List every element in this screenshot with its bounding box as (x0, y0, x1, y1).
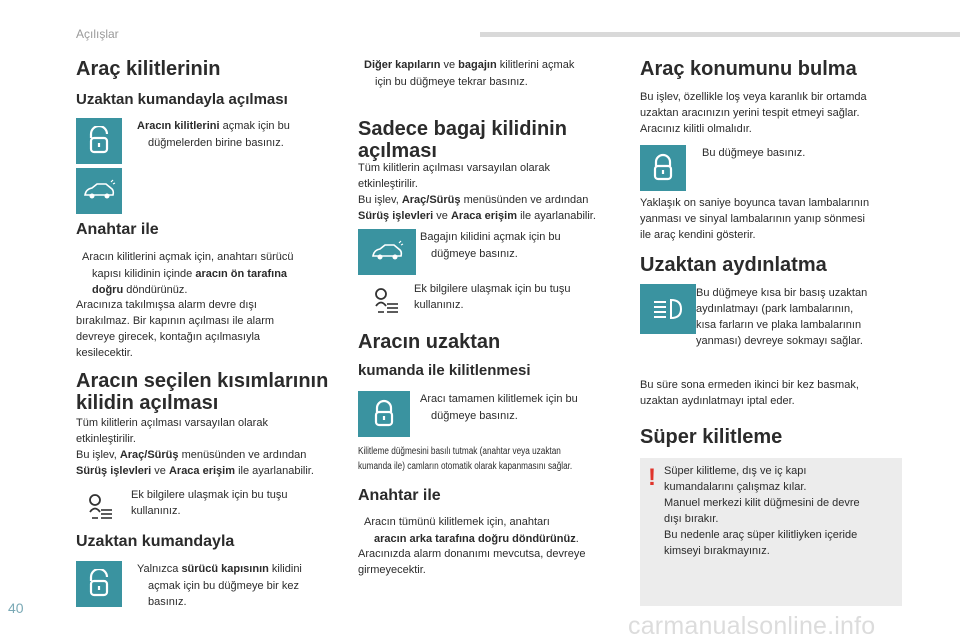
paragraph-key-lock-alarm: Aracınızda alarm donanımı mevcutsa, devreye girmeyecektir. (358, 548, 586, 576)
paragraph-locate-result: Yaklaşık on saniye boyunca tavan lambalarının yanması ve sinyal lambalarının yanıp sönmesi ile araç kendini gösterir. (640, 197, 870, 241)
warning-icon: ! (648, 464, 656, 491)
lock-icon (358, 391, 410, 437)
car-boot-icon (358, 229, 416, 275)
unlock-icon (76, 118, 122, 164)
section-title-locate-vehicle: Araç konumunu bulma (640, 58, 857, 80)
info-book-icon (84, 492, 114, 527)
paragraph-boot-unlock: Tüm kilitlerin açılması varsayılan olarak etkinleştirilir. Bu işlev, Araç/Sürüş menüsünden ve ardından Sürüş işlevleri ve Araca erişim ile ayarlanabilir. (358, 162, 596, 222)
section-title-remote-lock: Aracın uzaktan (358, 331, 501, 353)
headlight-icon (640, 284, 696, 334)
paragraph-remote-lighting: Bu düğmeye kısa bir basış uzaktan aydınlatmayı (park lambalarının, kısa farların ve plaka lambalarının yanması) devreye sokmayı sağlar. (696, 287, 868, 347)
subheading-remote-unlock: Uzaktan kumandayla açılması (76, 91, 288, 108)
page-number: 40 (8, 600, 24, 616)
subheading-remote-control: Uzaktan kumandayla (76, 533, 235, 550)
header-bar (480, 32, 960, 37)
info-text-selective: Ek bilgilere ulaşmak için bu tuşu kullanınız. (131, 489, 288, 517)
note-window-closing: Kilitleme düğmesini basılı tutmak (anahtar veya uzaktan kumanda ile) camların otomatik olarak kapanmasını sağlar. (358, 446, 573, 472)
bullet-driver-door: Yalnızca sürücü kapısının kilidini açmak için bu düğmeye bir kez basınız. (137, 563, 302, 608)
section-title-deadlocking: Süper kilitleme (640, 426, 783, 448)
paragraph-selective-unlock: Tüm kilitlerin açılması varsayılan olarak etkinleştirilir. Bu işlev, Araç/Sürüş menüsünden ve ardından Sürüş işlevleri ve Araca erişim ile ayarlanabilir. (76, 417, 314, 477)
bullet-other-doors: Diğer kapıların ve bagajın kilitlerini açmak için bu düğmeye tekrar basınız. (364, 59, 575, 88)
warning-text: Süper kilitleme, dış ve iç kapı kumandalarını çalışmaz kılar. Manuel merkezi kilit düğmesini de devre dışı bırakır. Bu nedenle araç süper kilitliyken içeride kimseyi bırakmayınız. (664, 465, 860, 557)
subheading-remote-lock: kumanda ile kilitlenmesi (358, 362, 531, 379)
section-title-unlocking: Araç kilitlerinin (76, 58, 221, 80)
watermark: carmanualsonline.info (628, 612, 876, 640)
bullet-remote-unlock: Aracın kilitlerini açmak için bu düğmelerden birine basınız. (137, 120, 290, 149)
section-title-boot-unlock: Sadece bagaj kilidinin açılması (358, 118, 567, 162)
subheading-key: Anahtar ile (76, 221, 159, 238)
bullet-remote-lock: Aracı tamamen kilitlemek için bu düğmeye basınız. (420, 393, 578, 422)
unlock-icon (76, 561, 122, 607)
bullet-key-unlock: Aracın kilitlerini açmak için, anahtarı sürücü kapısı kilidinin içinde aracın ön tarafına doğru döndürünüz. (82, 251, 294, 296)
running-header: Açılışlar (76, 27, 119, 41)
car-boot-icon (76, 168, 122, 214)
paragraph-alarm-note: Aracınıza takılmışsa alarm devre dışı bırakılmaz. Bir kapının açılması ile alarm devreye girecek, kontağın açılmasıyla kesilecektir. (76, 299, 275, 359)
info-text-boot: Ek bilgilere ulaşmak için bu tuşu kullanınız. (414, 283, 571, 311)
paragraph-lighting-cancel: Bu süre sona ermeden ikinci bir kez basmak, uzaktan aydınlatmayı iptal eder. (640, 379, 859, 407)
section-title-remote-lighting: Uzaktan aydınlatma (640, 254, 827, 276)
bullet-locate: Bu düğmeye basınız. (702, 147, 806, 159)
info-book-icon (370, 286, 400, 321)
paragraph-locate-vehicle: Bu işlev, özellikle loş veya karanlık bir ortamda uzaktan aracınızın yerini tespit etmeyi sağlar. Aracınız kilitli olmalıdır. (640, 91, 867, 135)
subheading-key-lock: Anahtar ile (358, 487, 441, 504)
section-title-selective-unlock: Aracın seçilen kısımlarının kilidin açılması (76, 370, 329, 414)
lock-icon (640, 145, 686, 191)
bullet-boot-unlock: Bagajın kilidini açmak için bu düğmeye basınız. (420, 231, 561, 260)
bullet-key-lock: Aracın tümünü kilitlemek için, anahtarı aracın arka tarafına doğru döndürünüz. (364, 516, 579, 545)
